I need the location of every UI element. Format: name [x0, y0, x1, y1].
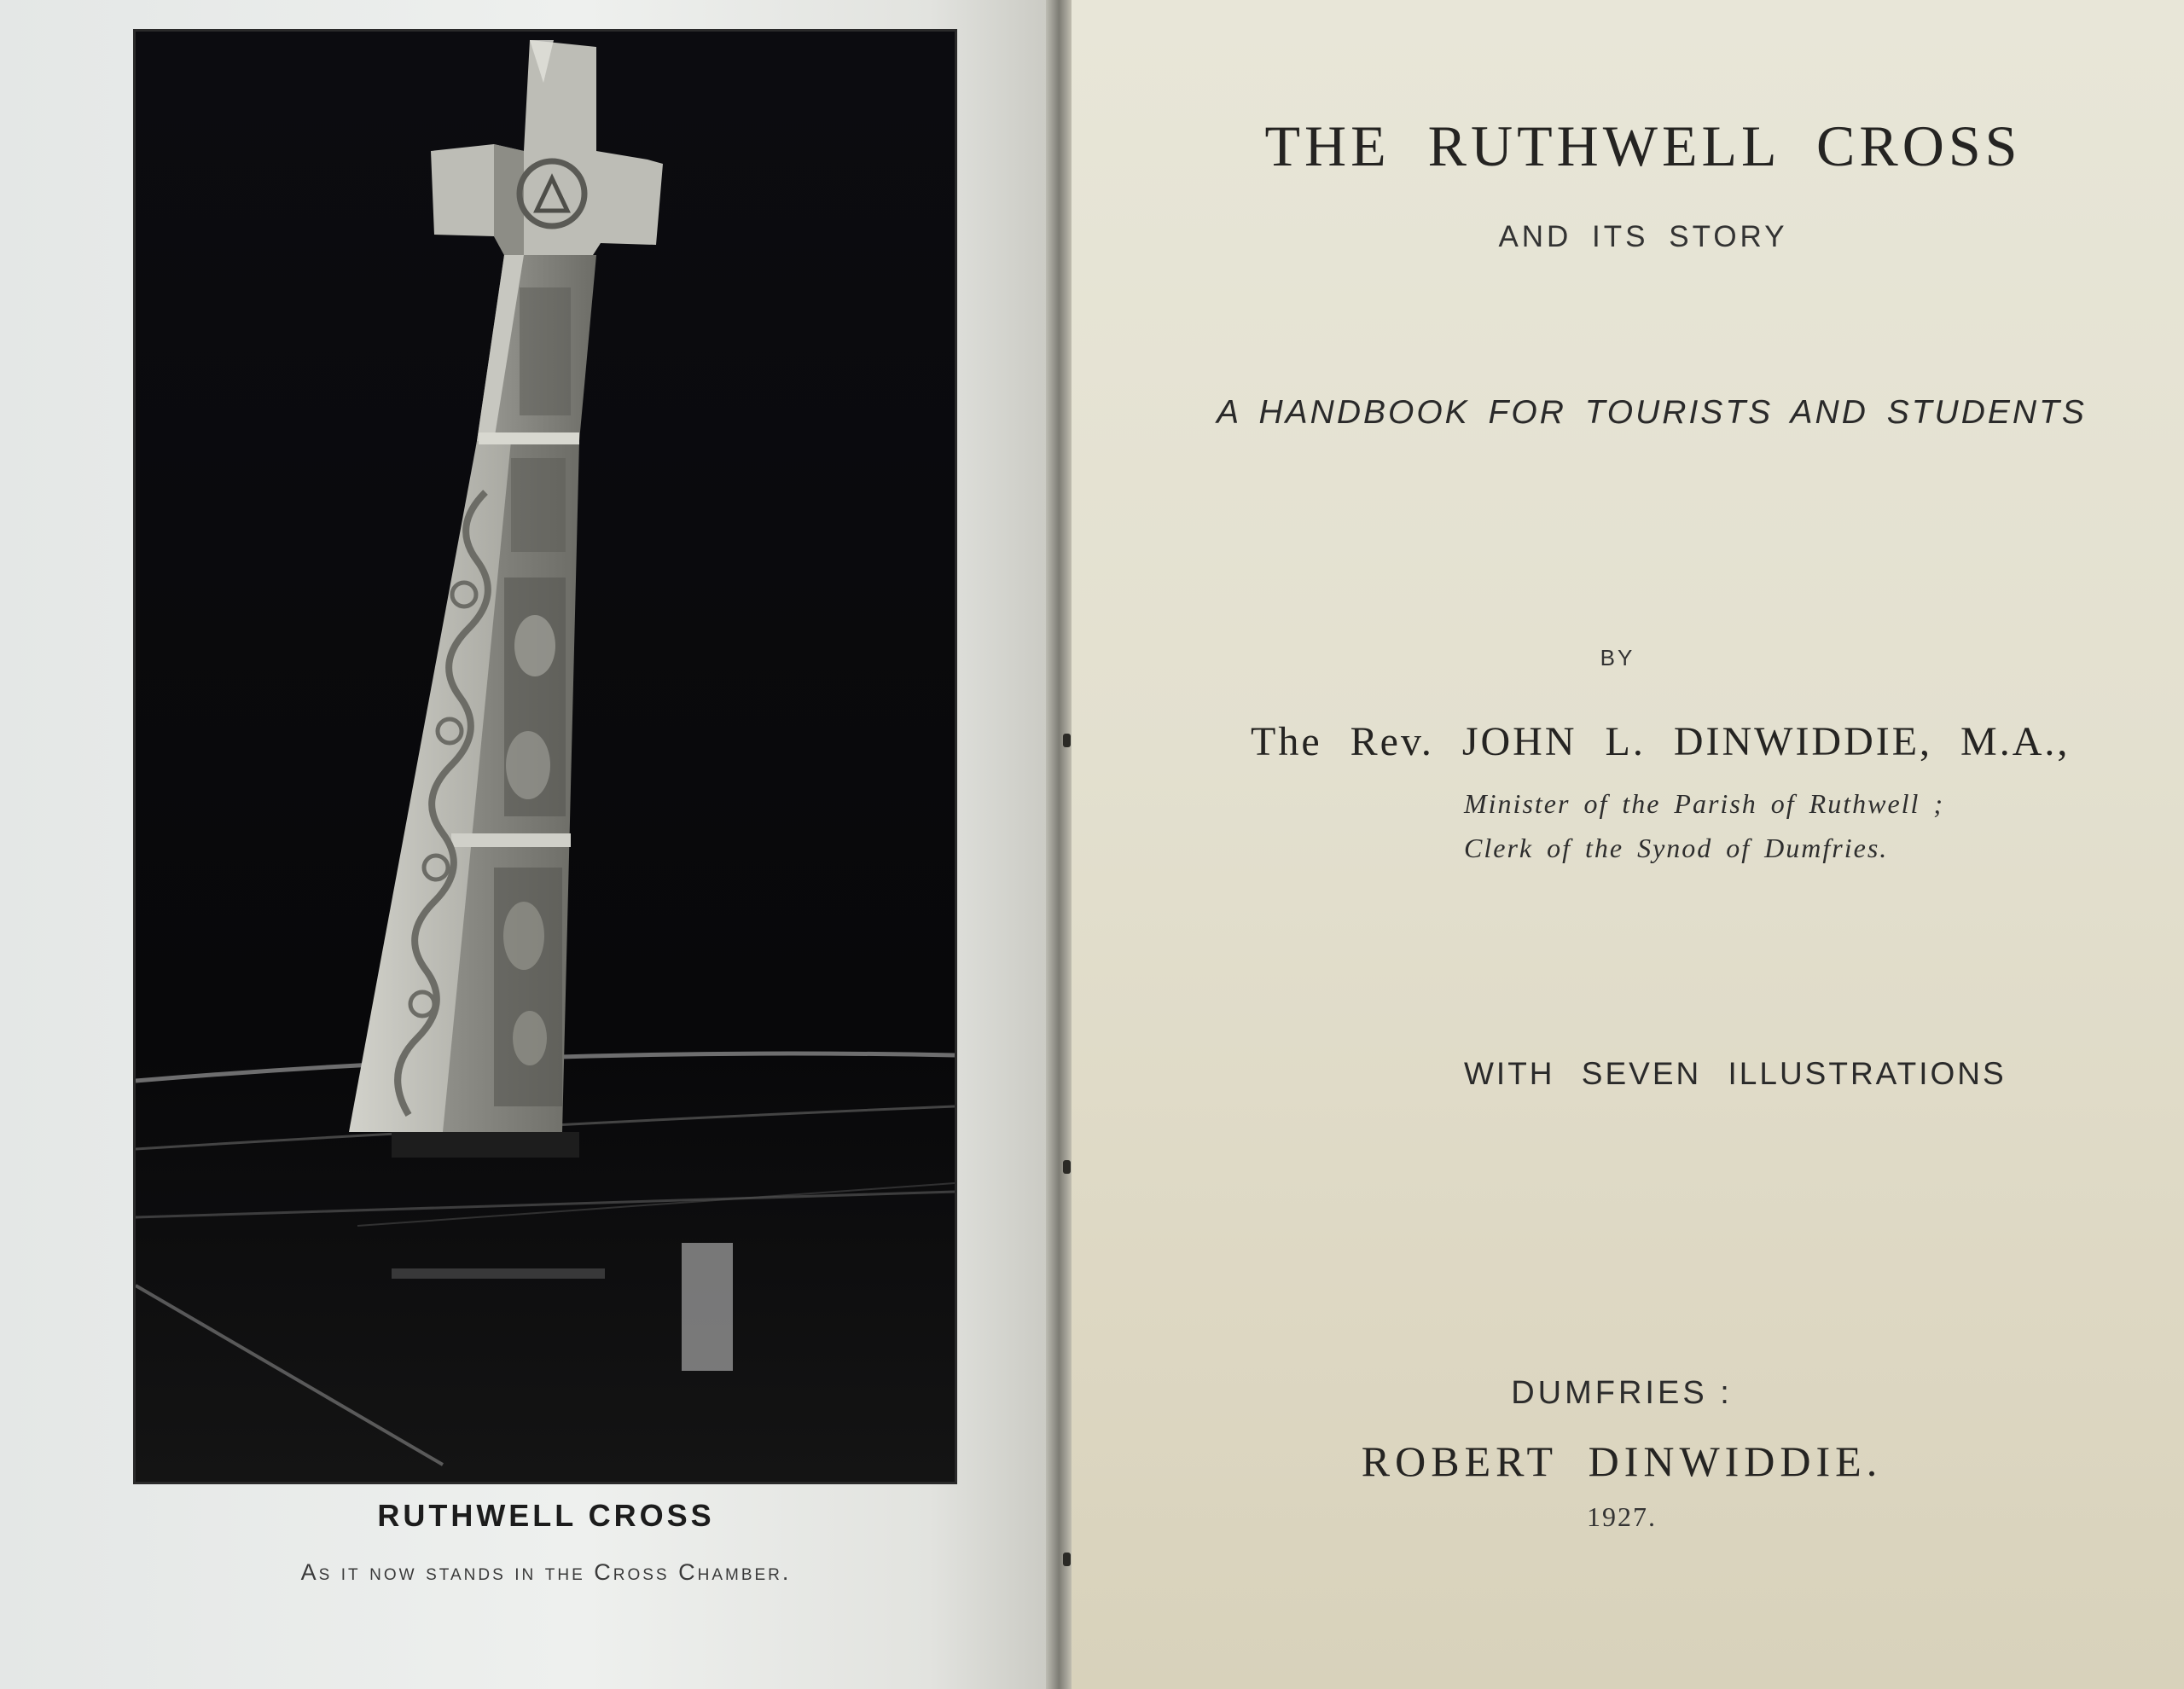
plate-caption-subtitle: As it now stands in the Cross Chamber. [300, 1559, 792, 1585]
book-gutter [1046, 0, 1075, 1689]
author-affiliation-2: Clerk of the Synod of Dumfries. [1464, 833, 1889, 863]
publication-place: DUMFRIES : [1511, 1375, 1733, 1411]
right-page-title-page [1072, 0, 2184, 1689]
binding-stitch [1063, 1160, 1071, 1174]
frontispiece-photo [133, 29, 957, 1484]
left-page-frontispiece [0, 0, 1056, 1689]
binding-stitch [1063, 1553, 1071, 1566]
book-subtitle: AND ITS STORY [1498, 220, 1788, 253]
ruthwell-cross-photograph [136, 32, 955, 1482]
by-line: BY [1600, 645, 1635, 670]
binding-stitch [1063, 734, 1071, 747]
book-title: THE RUTHWELL CROSS [1264, 113, 2022, 178]
author-affiliation-1: Minister of the Parish of Ruthwell ; [1464, 788, 1945, 819]
publisher-name: ROBERT DINWIDDIE. [1361, 1437, 1883, 1485]
author-name: The Rev. JOHN L. DINWIDDIE, M.A., [1251, 719, 2071, 764]
illustrations-note: WITH SEVEN ILLUSTRATIONS [1464, 1056, 2007, 1091]
publication-year: 1927. [1587, 1501, 1657, 1532]
plate-caption-title: RUTHWELL CROSS [377, 1498, 715, 1533]
book-description: A HANDBOOK FOR TOURISTS AND STUDENTS [1217, 394, 2087, 431]
